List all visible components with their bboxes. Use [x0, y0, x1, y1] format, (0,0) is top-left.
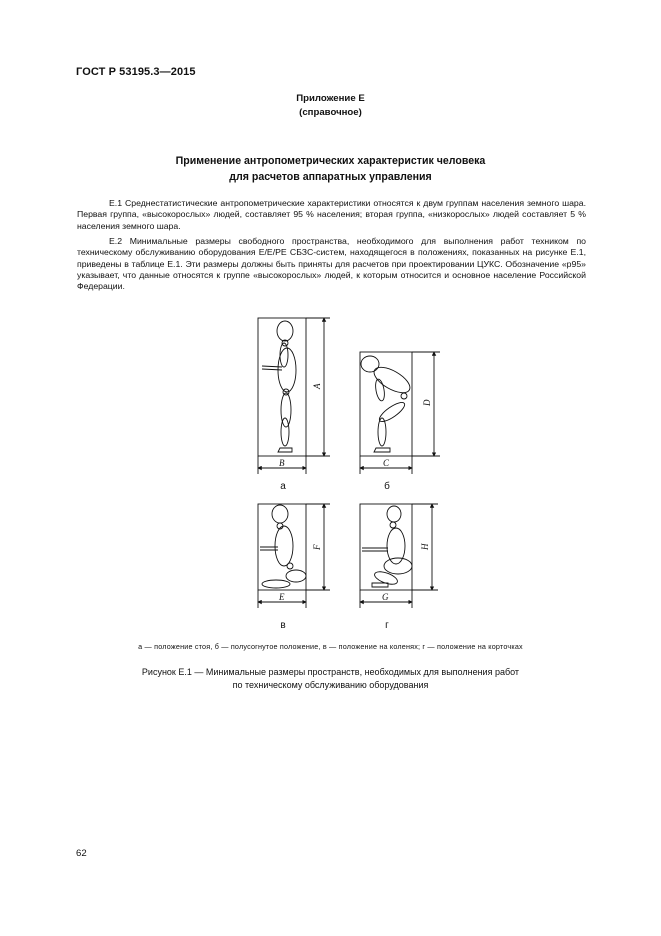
dim-label-c: C	[383, 458, 390, 468]
figure-e1	[0, 300, 661, 640]
figure-caption-line-1: Рисунок Е.1 — Минимальные размеры пространств, необходимых для выполнения работ	[141, 667, 520, 677]
dim-label-e: E	[279, 592, 285, 602]
dim-label-f: F	[312, 544, 322, 550]
dim-label-h: H	[420, 543, 430, 550]
panel-label-d: г	[385, 620, 389, 631]
annex-subtitle: (справочное)	[299, 107, 362, 118]
paragraph-e2: Е.2 Минимальные размеры свободного пространства, необходимого для выполнения работ техником по техническому обслуживанию оборудования Е/Е/РЕ СБЗС-систем, находящегося в положениях, показанных на рисунке Е.1, приведены в таблице Е.1. Эти размеры должны быть приняты для расчетов при проектировании ЦУКС. Обозначение «р95» указывает, что данные относятся к группе «высокорослых» людей, к которым относится и основное население Российской Федерации.	[77, 236, 586, 292]
section-title-line-1: Применение антропометрических характеристик человека	[175, 155, 486, 167]
page-number: 62	[76, 848, 87, 859]
paragraph-e1: Е.1 Среднестатистические антропометрические характеристики относятся к двум группам населения земного шара. Первая группа, «высокорослых» людей, составляет 95 % населения; вторая группа, «низкорослых» людей составляет 5 % населения земного шара.	[77, 198, 586, 231]
dim-label-g: G	[382, 592, 389, 602]
panel-label-a: а	[280, 481, 286, 492]
panel-d-squatting	[360, 504, 438, 608]
panel-c-kneeling	[258, 504, 330, 608]
annex-title: Приложение Е	[296, 93, 365, 104]
figure-legend: а — положение стоя, б — полусогнутое положение, в — положение на коленях; г — положение на корточках	[138, 642, 523, 651]
document-code: ГОСТ Р 53195.3—2015	[76, 66, 196, 78]
section-title-line-2: для расчетов аппаратных управления	[229, 171, 432, 183]
panel-b-half-bent	[360, 352, 440, 474]
panel-label-b: б	[384, 481, 390, 492]
dim-label-d: D	[422, 399, 432, 406]
panel-a-standing	[258, 318, 330, 474]
dim-label-b: B	[279, 458, 285, 468]
panel-label-c: в	[280, 620, 286, 631]
figure-caption-line-2: по техническому обслуживанию оборудования	[232, 680, 429, 690]
dim-label-a: A	[312, 383, 322, 389]
